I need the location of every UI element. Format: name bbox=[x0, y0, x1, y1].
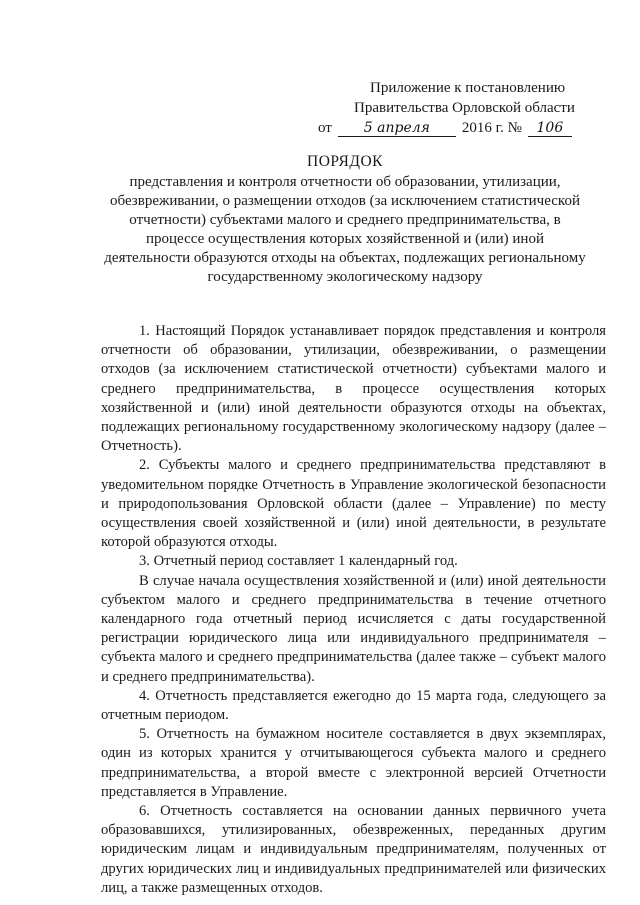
paragraph: 6. Отчетность составляется на основании данных первичного учета образовавшихся, утилизированных, обезвреженных, переданных другим юридическим лицам и индивидуальным предпринимателям, полученных от других юридических лиц и индивидуальных предпринимателей или физических лиц, а также размещенных отходов. bbox=[101, 803, 606, 896]
paragraph: 4. Отчетность представляется ежегодно до 15 марта года, следующего за отчетным периодом. bbox=[101, 687, 606, 724]
appendix-header bbox=[318, 78, 608, 138]
paragraph: 1. Настоящий Порядок устанавливает порядок представления и контроля отчетности об образовании, утилизации, обезвреживании, о размещении отходов (за исключением статистической отчетности) субъектами малого и среднего предпринимательства, в процессе осуществления которых хозяйственной и (или) иной деятельности образуются отходы на объектах, подлежащих региональному государственному экологическому надзору (далее – Отчетность). bbox=[101, 323, 606, 455]
appendix-line-2: Правительства Орловской области bbox=[354, 100, 575, 116]
paragraph: 3. Отчетный период составляет 1 календарный год. bbox=[139, 553, 458, 570]
from-label: от bbox=[318, 120, 332, 136]
document-body bbox=[101, 322, 606, 898]
year-number-label: 2016 г. № bbox=[461, 120, 522, 136]
appendix-line-1: Приложение к постановлению bbox=[370, 80, 566, 96]
handwritten-number: 106 bbox=[528, 120, 572, 137]
handwritten-date: 5 апреля bbox=[338, 120, 456, 137]
paragraph: 2. Субъекты малого и среднего предпринимательства представляют в уведомительном порядке Отчетность в Управление экологической безопасности и природопользования Орловской области (далее – Управление) по месту осуществления своей хозяйственной и (или) иной деятельности, в результате которой образуются отходы. bbox=[101, 457, 606, 551]
paragraph: 5. Отчетность на бумажном носителе составляется в двух экземплярах, один из которых хранится у отчитывающегося субъекта малого и среднего предпринимательства, а второй вместе с электронной версией Отчетности представляется в Управление. bbox=[101, 726, 606, 800]
document-title: ПОРЯДОК bbox=[307, 153, 383, 170]
document-title-block bbox=[95, 152, 595, 287]
paragraph: В случае начала осуществления хозяйственной и (или) иной деятельности субъектом малого и среднего предпринимательства в течение отчетного календарного года отчетный период исчисляется с даты государственной регистрации юридического лица или индивидуального предпринимателя – субъекта малого и среднего предпринимательства (далее также – субъект малого и среднего предпринимательства). bbox=[101, 572, 606, 685]
document-subtitle: представления и контроля отчетности об образовании, утилизации, обезвреживании, о размещении отходов (за исключением статистической отчетности) субъектами малого и среднего предпринимательства, в процессе осуществления которых хозяйственной и (или) иной деятельности образуются отходы на объектах, подлежащих региональному государственному экологическому надзору bbox=[104, 174, 586, 285]
appendix-date-line bbox=[318, 118, 608, 138]
